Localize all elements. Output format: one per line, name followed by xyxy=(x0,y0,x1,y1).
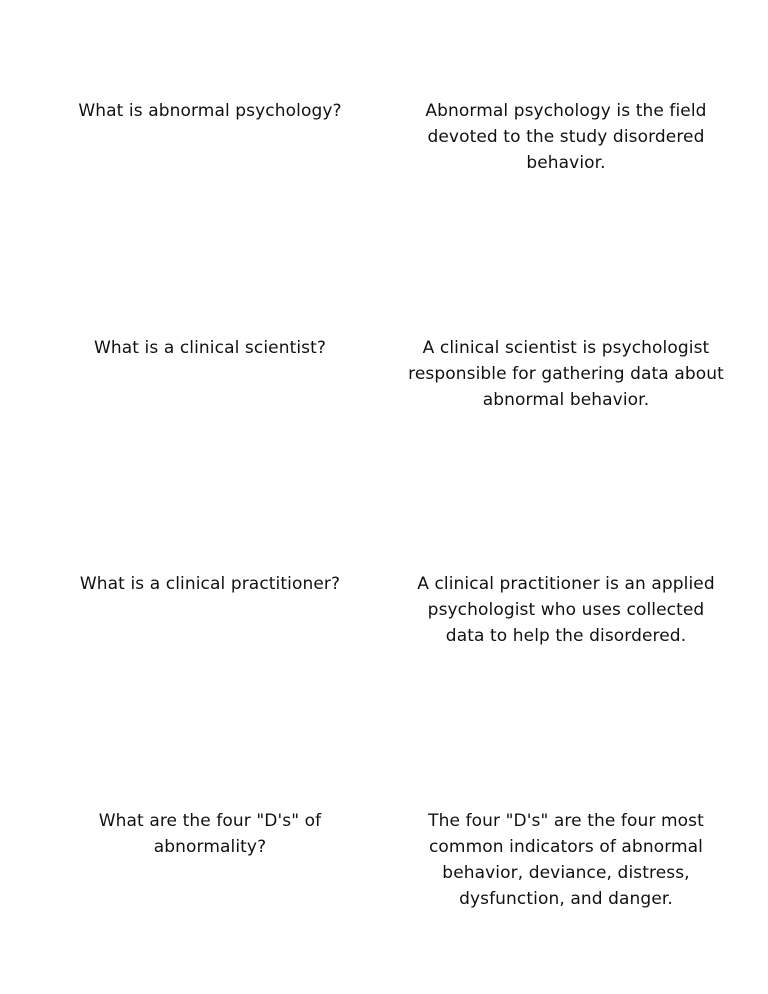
flashcard-question-1: What is abnormal psychology? xyxy=(78,101,342,121)
flashcard-question-4: What are the four "D's" of abnormality? xyxy=(98,811,322,857)
flashcard-answer-4: The four "D's" are the four most common indicators of abnormal behavior, deviance, distress, dysfunction, and danger. xyxy=(428,811,704,909)
flashcard-answer-3: A clinical practitioner is an applied psychologist who uses collected data to help the disordered. xyxy=(417,574,715,646)
flashcard-question-3: What is a clinical practitioner? xyxy=(79,574,341,594)
flashcard-answer-1: Abnormal psychology is the field devoted to the study disordered behavior. xyxy=(425,101,707,173)
flashcard-answer-2: A clinical scientist is psychologist responsible for gathering data about abnormal behavior. xyxy=(408,338,724,410)
flashcard-question-2: What is a clinical scientist? xyxy=(93,338,327,358)
